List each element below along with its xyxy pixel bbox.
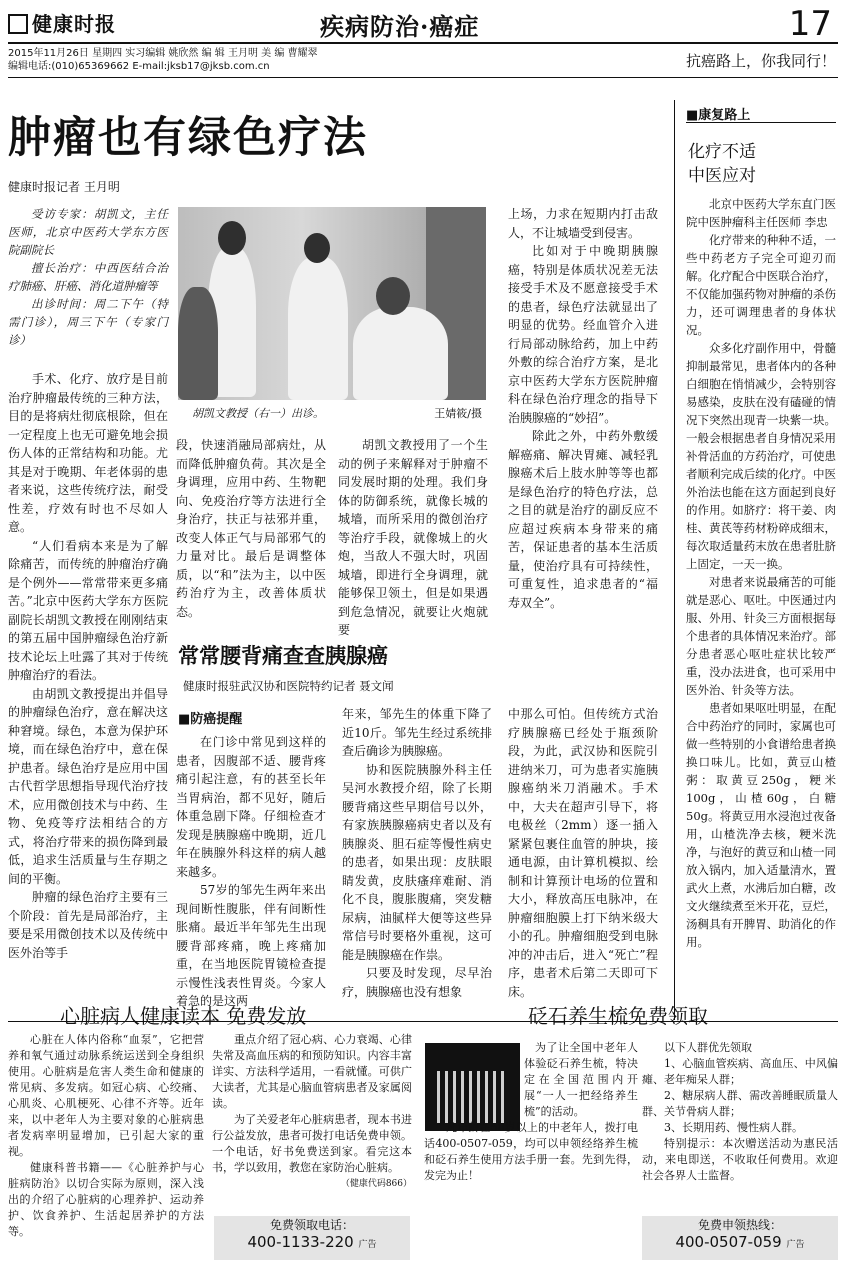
- paper-logo: 健康时报: [8, 8, 116, 37]
- page-number: 17: [788, 4, 832, 44]
- photo-caption: 胡凯文教授（右一）出诊。 王婧筱/摄: [192, 407, 482, 420]
- masthead: [8, 6, 838, 44]
- main-byline: 健康时报记者 王月明: [8, 180, 120, 194]
- sub-article-col-2: 年来，邹先生的体重下降了近10斤。邹先生经过系统排查后确诊为胰腺癌。 协和医院胰腺外科主任吴河水教授介绍，除了长期腰背痛这些早期信号以外，有家族胰腺癌病史者以及有胰腺炎、胆石症等慢性病史的患者，如果出现：皮肤眼睛发黄，皮肤瘙痒难耐、消化不良，腹胀腹痛，突发糖尿病，油腻样大便等这些异常信号时要格外重视，这可能是胰腺癌在作祟。 只要及时发现，尽早治疗，胰腺癌也没有想象: [342, 707, 492, 999]
- sidebar-rule: [686, 122, 836, 123]
- sub-article-col-1: 在门诊中常见到这样的患者，因腹部不适、腰背疼痛引起注意，有的甚至长年当胃病治，都不见好，随后体重急剧下降。仔细检查才发现是胰腺癌中晚期，近几年在胰腺外科这样的病人越来越多。 57岁的邹先生两年来出现间断性腹胀，伴有间断性胀痛。最近半年邹先生出现腰背部疼痛，晚上疼痛加重，在当地医院胃镜检查提示慢性浅表性胃炎。今家人着急的是这两: [176, 735, 326, 1008]
- main-article-col-4: 上场，力求在短期内打击敌人，不让城墙受到侵害。 比如对于中晚期胰腺癌，特别是体质状况差无法接受手术及不愿意接受手术的患者，绿色疗法就显出了明显的优势。经血管介入进行局部动脉给药，加上中药外敷的综合治疗方案，是北京中医药大学东方医院肿瘤科在绿色治疗理念的指导下治胰腺癌的“妙招”。 除此之外，中药外敷缓解癌痛、解决胃瘫、减轻乳腺癌术后上肢水肿等等也都是绿色治疗的特色疗法，总之目的就是治疗的副反应不应超过疾病本身带来的痛苦，保证患者的基本生活质量，使治疗具有可持续性，可重复性，追求患者的“福寿双全”。: [508, 207, 658, 610]
- heart-ad-col-1: 心脏在人体内俗称“血泵”，它把营养和氧气通过动脉系统运送到全身组织使用。心脏病是危害人类生命和健康的常见病、多发病。如冠心病、心绞痛、心肌炎、心肌梗死、心律不齐等。近年来，以中老年人为主要对象的心脏病患者发病率明显增加，已引起大家的重视。 健康科普书籍——《心脏养护与心脏病防治》以切合实际为原则，深入浅出的介绍了心脏病的心理养护、运动养护、饮食养护、生活起居养护的方法等。: [8, 1033, 204, 1238]
- section-title: 疾病防治·癌症: [320, 12, 480, 41]
- sub-headline: 常常腰背痛查查胰腺癌: [178, 644, 388, 668]
- comb-phone-number[interactable]: 400-0507-059: [675, 1233, 782, 1251]
- comb-ad-col-1: 为了让全国中老年人体验砭石养生梳，特决定在全国范围内开展“一人一把经络养生梳”的活动。 凡年龄在50岁以上的中老年人，拨打电话400-0507-059，均可以申领经络养生梳和砭石养生使用方法手册一套。先到先得，发完为止！: [424, 1041, 638, 1182]
- heart-phone-box: 免费领取电话： 400-1133-220 广告: [214, 1216, 410, 1260]
- slogan: 抗癌路上，你我同行！: [685, 52, 836, 70]
- main-article-col-3: 胡凯文教授用了一个生动的例子来解释对于肿瘤不同发展时期的处理。我们身体的防御系统，就像长城的城墙，而所采用的微创治疗等治疗手段，就像城上的火炮，当敌人不强大时，巩固城墙，即进行全身调理，就能够保卫领土，但是如果遇到危急情况，就要让火炮就要: [338, 438, 488, 637]
- heart-ad-headline: 心脏病人健康读本 免费发放: [60, 1004, 307, 1028]
- doctor-photo: [178, 207, 486, 400]
- sidebar-divider: [674, 100, 675, 1020]
- heart-ad-col-2: 重点介绍了冠心病、心力衰竭、心律失常及高血压病的和预防知识。内容丰富详实、方法科学适用，一看就懂。可供广大读者，尤其是心脑血管病患者及家属阅读。 为了关爱老年心脏病患者，现本书进行公益发放，患者可拨打电话免费申领。一个电话，好书免费送到家。看完这本书，学以致用，教您在家防治心脏病。 （健康代码866）: [212, 1032, 412, 1192]
- main-article-col-1: 手术、化疗、放疗是目前治疗肿瘤最传统的三种方法，目的是将病灶彻底根除，但在一定程度上也无可避免地会损伤人体的正常结构和功能。尤其是对于晚期、年老体弱的患者来说，这些传统疗法，耐受性差，疗效有时也不尽如人意。 “人们看病本来是为了解除痛苦，而传统的肿瘤治疗确是个例外——常常带来更多痛苦。”北京中医药大学东方医院副院长胡凯文教授在刚刚结束的第五届中国肿瘤绿色治疗新技术论坛上吐露了其对于传统肿瘤治疗的看法。 由胡凯文教授提出并倡导的肿瘤绿色治疗，意在解决这种窘境。绿色，本意为保护环境，而在绿色治疗中，意在保护患者。绿色治疗是应用中国古代哲学思想指导现代治疗技术，应用微创技术与中药、生物、免疫等疗法相结合的方式，将治疗带来的损伤降到最低，追求生活质量与生存期之间的平衡。 肿瘤的绿色治疗主要有三个阶段：首先是局部治疗，主要是采用微创技术以及传统中医外治等手: [8, 372, 168, 960]
- sub-article-col-3: 中那么可怕。但传统方式治疗胰腺癌已经处于瓶颈阶段，为此，武汉协和医院引进纳米刀，可为患者实施胰腺癌纳米刀消融术。手术中，大夫在超声引导下，将电极丝（2mm）逐一插入紧紧包裹住血管的肿块，接通电源，由计算机模拟、绘制和计算预计电场的位置和大小，释放高压电脉冲，在肿瘤细胞膜上打下纳米级大小的孔。肿瘤细胞受到电脉冲的冲击后，进入“死亡”程序，患者术后第二天即可下床。: [508, 707, 658, 999]
- divider: [8, 77, 838, 78]
- sidebar-body: 北京中医药大学东直门医院中医肿瘤科主任医师 李忠 化疗带来的种种不适，一些中药老方子完全可迎刃而解。化疗配合中医联合治疗，不仅能加强药物对肿瘤的杀伤力，还可调理患者的身体状况。 众多化疗副作用中，骨髓抑制最常见，患者体内的各种白细胞在悄悄减少，会特别容易感染，皮肤在没有磕碰的情况下突然出现青一块紫一块。一般会根据患者自身情况采用补骨活血的方药治疗，可使患者顺利完成后续的化疗。中医外治法也能在这方面起到良好的作用。如脐疗：将干姜、肉桂、黄芪等药材粉碎成细末，每次取适量药末放在患者肚脐上固定，一天一换。 对患者来说最痛苦的可能就是恶心、呕吐。中医通过内服、外用、针灸三方面根据每个患者的具体情况来治疗。部分患者恶心呕吐症状比较严重，没办法进食，也可采用中医外治、针灸等方法。 患者如果呕吐明显，在配合中药治疗的同时，家属也可做一些特别的小食谱给患者换换口味儿。比如，黄豆山楂粥：取黄豆250g，粳米100g，山楂60g，白糖50g。将黄豆用水浸泡过夜备用，山楂洗净去核，粳米洗净，与泡好的黄豆和山楂一同放入锅内，加入适量清水，置武火上煮，水沸后加白糖，改文火继续煮至米开花，豆烂，汤稠具有开脾胃、助消化的作用。: [686, 197, 836, 949]
- main-headline: 肿瘤也有绿色疗法: [8, 113, 368, 163]
- heart-phone-number[interactable]: 400-1133-220: [247, 1233, 354, 1251]
- comb-phone-box: 免费申领热线： 400-0507-059 广告: [642, 1216, 838, 1260]
- heart-ad-code: （健康代码866）: [340, 1179, 412, 1189]
- comb-ad-col-2: 以下人群优先领取 1、心脑血管疾病、高血压、中风偏瘫、老年痴呆人群； 2、糖尿病人群、需改善睡眠质量人群、关节骨病人群； 3、长期用药、慢性病人群。 特别提示：本次赠送活动为惠民活动，来电即送，不收取任何费用。欢迎社会各界人士监督。: [642, 1041, 838, 1182]
- comb-ad-headline: 砭石养生梳免费领取: [528, 1004, 708, 1028]
- sidebar-title: 化疗不适 中医应对: [688, 142, 756, 186]
- editor-info: 2015年11月26日 星期四 实习编辑 姚欣然 编 辑 王月明 美 编 曹耀翠 编辑电话:(010)65369662 E-mail:jksb17@jksb.com.cn: [8, 48, 318, 72]
- photo-credit: 王婧筱/摄: [434, 407, 482, 420]
- sub-tag: ■防癌提醒: [178, 712, 243, 727]
- sub-byline: 健康时报驻武汉协和医院特约记者 聂文闻: [183, 679, 394, 693]
- logo-icon: [8, 14, 28, 34]
- sidebar-tag: ■康复路上: [686, 108, 751, 123]
- expert-info: 受访专家：胡凯文，主任医师，北京中医药大学东方医院副院长 擅长治疗：中西医结合治疗肺癌、肝癌、消化道肿瘤等 出诊时间：周二下午（特需门诊），周三下午（专家门诊）: [8, 207, 168, 347]
- main-article-col-2: 段，快速消融局部病灶，从而降低肿瘤负荷。其次是全身调理，应用中药、生物靶向、免疫治疗等方法进行全身治疗，扶正与祛邪并重，改变人体正气与局部邪气的力量对比。最后是调整体质，以“和”法为主，以中医药治疗为主，改善体质状态。: [176, 438, 326, 619]
